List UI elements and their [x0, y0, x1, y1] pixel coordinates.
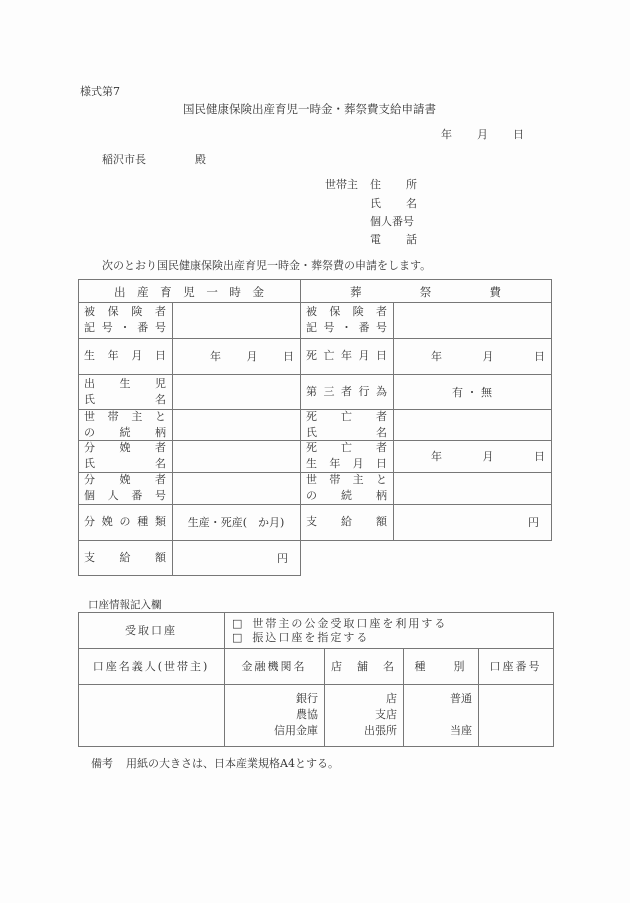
applicant-name-label: 氏 名	[370, 197, 417, 210]
label-char: 保	[329, 305, 341, 318]
label-char: と	[154, 409, 166, 423]
label-line	[84, 440, 166, 456]
label-char: 額	[155, 550, 166, 564]
addressee-honorific: 殿	[195, 153, 206, 166]
option-label: 振込口座を指定する	[252, 631, 370, 644]
label-char: 亡	[323, 349, 335, 362]
birth_section-input-field[interactable]	[172, 440, 300, 472]
funeral_section-amount-field[interactable]	[393, 504, 539, 540]
label-char: 帯	[329, 473, 341, 486]
label-char: 月	[352, 457, 364, 470]
year-label: 年	[210, 350, 221, 363]
label-line	[306, 320, 387, 336]
label-char: 続	[119, 425, 131, 439]
label-line	[84, 425, 166, 441]
label-char: 者	[341, 384, 352, 398]
branch-type-label: 支店	[375, 708, 397, 721]
label-char: 氏	[84, 392, 95, 406]
label-char: 年	[341, 349, 352, 362]
choice-text: 有 ・ 無	[452, 385, 492, 399]
label-line	[306, 440, 387, 456]
label-char: 死	[306, 409, 317, 423]
bank-type-label: 農協	[296, 708, 318, 721]
funeral_section-row-label	[300, 304, 393, 336]
year-label: 年	[431, 350, 442, 363]
label-char: 世	[84, 409, 95, 423]
label-line	[84, 376, 166, 392]
month-label: 月	[482, 350, 494, 363]
header-char: 育	[160, 285, 172, 299]
funeral_section-row-label	[300, 409, 393, 441]
label-char: 生	[119, 376, 131, 390]
label-char: 号	[323, 321, 335, 334]
birth_section-date-field[interactable]	[210, 338, 294, 374]
label-char: 号	[101, 321, 113, 334]
label-line	[84, 409, 166, 425]
table-border	[78, 575, 301, 576]
label-line	[306, 304, 387, 320]
spacer	[403, 707, 472, 723]
branch-type-label: 出張所	[364, 724, 397, 737]
label-line	[84, 348, 166, 364]
label-line	[306, 348, 387, 364]
birth_section-row-label	[78, 550, 172, 566]
label-char: 世	[306, 473, 317, 486]
label-line	[84, 488, 166, 504]
label-char: 番	[131, 489, 143, 502]
label-char: 額	[376, 515, 387, 528]
birth_section-row-label	[78, 472, 172, 504]
option-specify-transfer-account[interactable]	[232, 629, 369, 645]
birth_section-row-label	[78, 348, 172, 364]
label-char: 給	[119, 550, 131, 564]
label-char: の	[119, 515, 131, 528]
funeral-section-header	[350, 284, 501, 300]
year-label: 年	[431, 450, 442, 463]
label-char: 日	[375, 457, 387, 470]
funeral_section-row-label	[300, 514, 393, 530]
account-number-input[interactable]	[478, 684, 553, 746]
month-label: 月	[482, 450, 494, 463]
bank-type-label: 銀行	[296, 692, 318, 705]
funeral_section-date-field[interactable]	[431, 440, 545, 472]
funeral_section-row-label	[300, 472, 393, 504]
label-char: 者	[375, 305, 387, 318]
label-char: 番	[358, 321, 370, 334]
account-section-heading: 口座情報記入欄	[88, 599, 162, 611]
label-char: 号	[376, 321, 387, 334]
birth_section-row-label	[78, 514, 172, 530]
funeral_section-row-label	[300, 384, 393, 400]
receive-account-label: 受取口座	[125, 624, 177, 637]
checkbox[interactable]: □	[232, 631, 245, 644]
label-line	[84, 320, 166, 336]
label-char: 死	[306, 349, 317, 362]
label-line	[84, 472, 166, 488]
label-char: と	[375, 473, 387, 486]
note-label: 備考	[91, 757, 113, 770]
label-char: 支	[306, 515, 317, 528]
header-char: 費	[489, 285, 501, 299]
table-border	[553, 612, 554, 747]
addressee-name: 稲沢市長	[102, 153, 146, 166]
funeral_section-choice-field[interactable]	[393, 374, 551, 409]
label-char: 支	[84, 550, 95, 564]
label-char: 分	[84, 473, 95, 486]
label-char: 柄	[376, 489, 387, 502]
header-char: 時	[229, 285, 241, 299]
header-char: 葬	[350, 285, 362, 299]
label-char: 主	[352, 473, 364, 486]
label-char: 出	[84, 376, 95, 390]
birth_section-row-label	[78, 409, 172, 441]
label-char: 名	[155, 392, 166, 406]
label-char: 死	[306, 441, 317, 454]
label-char: 被	[306, 305, 317, 318]
birth_section-input-field[interactable]	[172, 374, 300, 409]
label-char: 年	[329, 457, 341, 470]
label-char: 氏	[84, 457, 95, 470]
label-char: 児	[155, 376, 166, 390]
day-label: 日	[283, 350, 294, 363]
birth-section-header	[114, 284, 264, 300]
label-char: 険	[131, 305, 143, 318]
label-char: 生	[84, 349, 95, 362]
form-number: 様式第7	[80, 85, 120, 98]
account-type-header: 種 別	[414, 660, 467, 673]
label-char: 番	[137, 321, 149, 334]
label-char: 月	[131, 349, 143, 362]
birth_section-row-label	[78, 440, 172, 472]
funeral_section-input-field[interactable]	[393, 302, 551, 338]
label-line	[306, 409, 387, 425]
account-number-header: 口座番号	[489, 660, 542, 673]
table-border	[78, 746, 554, 747]
document-title: 国民健康保険出産育児一時金・葬祭費支給申請書	[183, 102, 436, 116]
label-line	[306, 488, 387, 504]
applicant-phone-label: 電 話	[370, 233, 417, 246]
account-type-input[interactable]	[403, 691, 472, 739]
label-char: の	[306, 489, 317, 502]
table-border	[551, 279, 552, 541]
label-char: 分	[84, 515, 95, 528]
label-char: 者	[376, 441, 387, 454]
label-line	[84, 392, 166, 408]
label-line	[306, 472, 387, 488]
day-label: 日	[534, 350, 545, 363]
header-char: 産	[137, 285, 149, 299]
label-char: 人	[107, 489, 119, 502]
birth_section-input-field[interactable]	[172, 472, 300, 504]
label-char: 月	[358, 349, 370, 362]
label-char: 亡	[341, 409, 352, 423]
header-char: 金	[252, 285, 264, 299]
month-label: 月	[246, 350, 258, 363]
bank-name-header: 金融機関名	[241, 660, 307, 673]
branch-name-header: 店 舗 名	[331, 660, 396, 673]
checkbox[interactable]: □	[232, 617, 245, 630]
funeral_section-row-label	[300, 348, 393, 364]
label-char: 記	[306, 321, 317, 334]
label-char: 名	[155, 457, 166, 470]
bank-name-input[interactable]	[224, 691, 318, 739]
birth_section-amount-field[interactable]	[172, 540, 288, 575]
header-char: 祭	[419, 285, 432, 299]
label-char: 為	[376, 384, 387, 398]
label-char: 分	[84, 441, 95, 454]
label-char: 亡	[341, 441, 352, 454]
label-char: 個	[84, 489, 95, 502]
label-char: 続	[341, 489, 352, 502]
birth_section-choice-field[interactable]	[172, 504, 300, 540]
label-char: 者	[155, 473, 166, 486]
table-border	[78, 279, 552, 280]
label-char: 日	[376, 349, 387, 362]
label-line	[84, 514, 166, 530]
header-char: 出	[114, 285, 126, 299]
label-char: 者	[155, 441, 166, 454]
label-line	[306, 514, 387, 530]
intro-text: 次のとおり国民健康保険出産育児一時金・葬祭費の申請をします。	[102, 259, 432, 272]
label-line	[306, 425, 387, 441]
birth_section-row-label	[78, 376, 172, 408]
label-char: 娩	[119, 441, 131, 454]
label-char: 記	[84, 321, 95, 334]
branch-type-label: 店	[386, 692, 397, 705]
label-char: 娩	[119, 473, 131, 486]
label-line	[306, 384, 387, 400]
label-char: 類	[155, 515, 166, 528]
label-char: 帯	[107, 409, 119, 423]
label-line	[84, 456, 166, 472]
label-char: 保	[107, 305, 119, 318]
birth_section-input-field[interactable]	[172, 302, 300, 338]
label-char: 被	[84, 305, 95, 318]
label-char: 険	[352, 305, 364, 318]
header-char: 一	[206, 285, 218, 299]
choice-text: 生産・死産( か月)	[187, 516, 285, 529]
label-line	[84, 304, 166, 320]
option-label: 世帯主の公金受取口座を利用する	[252, 617, 448, 630]
label-char: ・	[341, 321, 352, 334]
label-char: 給	[341, 515, 352, 528]
date-month-label: 月	[477, 128, 488, 141]
header-char: 児	[183, 285, 195, 299]
date-year-label: 年	[441, 128, 452, 141]
label-char: 第	[306, 384, 317, 398]
account-type-current[interactable]: 当座	[450, 724, 472, 737]
label-char: 主	[131, 409, 143, 423]
birth_section-input-field[interactable]	[172, 409, 300, 440]
applicant-address-label: 住 所	[370, 178, 417, 191]
label-char: 号	[154, 489, 166, 502]
label-line	[84, 550, 166, 566]
yen-unit: 円	[528, 516, 539, 529]
label-char: 号	[155, 321, 166, 334]
account-holder-input[interactable]	[78, 684, 224, 746]
label-char: 日	[154, 349, 166, 362]
label-char: 氏	[306, 425, 317, 439]
date-day-label: 日	[513, 128, 524, 141]
bank-type-label: 信用金庫	[274, 724, 318, 737]
label-char: 行	[358, 384, 370, 398]
yen-unit: 円	[277, 551, 288, 565]
label-char: 柄	[155, 425, 166, 439]
applicant-id-number-label: 個人番号	[370, 215, 414, 228]
note-text: 用紙の大きさは、日本産業規格A4とする。	[126, 757, 339, 770]
birth_section-row-label	[78, 304, 172, 336]
account-holder-header: 口座名義人(世帯主)	[92, 660, 210, 673]
day-label: 日	[534, 450, 545, 463]
account-type-ordinary[interactable]: 普通	[450, 692, 472, 705]
label-char: 種	[137, 515, 149, 528]
funeral_section-row-label	[300, 440, 393, 472]
funeral_section-date-field[interactable]	[431, 338, 545, 374]
label-char: の	[84, 425, 95, 439]
label-char: 者	[376, 409, 387, 423]
table-border	[78, 540, 552, 541]
funeral_section-input-field[interactable]	[393, 409, 551, 440]
label-char: ・	[119, 321, 131, 334]
branch-name-input[interactable]	[324, 691, 397, 739]
label-char: 娩	[101, 515, 113, 528]
label-char: 年	[107, 349, 119, 362]
label-char: 名	[376, 425, 387, 439]
applicant-heading: 世帯主	[325, 178, 358, 191]
label-char: 者	[154, 305, 166, 318]
label-line	[306, 456, 387, 472]
label-char: 三	[323, 384, 335, 398]
funeral_section-input-field[interactable]	[393, 472, 551, 504]
label-char: 生	[306, 457, 317, 470]
